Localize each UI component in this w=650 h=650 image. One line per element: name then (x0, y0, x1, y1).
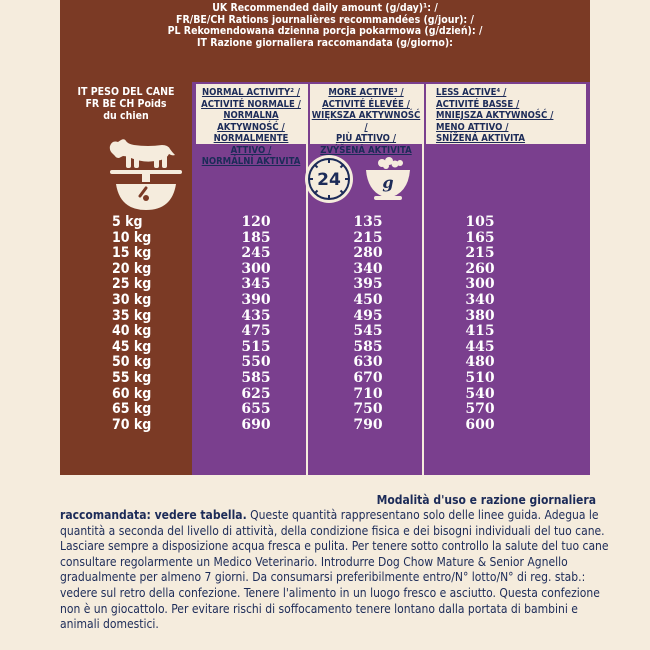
weight-cell: 20 kg (112, 260, 152, 277)
amount-cell-less: 340 (465, 292, 495, 308)
weight-cell: 15 kg (112, 245, 152, 262)
activity-label: ACTIVITÉ NORMALE / (201, 98, 301, 110)
weight-title-line: IT PESO DEL CANE (77, 86, 175, 98)
amount-cell-less: 165 (465, 229, 495, 246)
header-line-fr: FR/BE/CH Rations journalières recommandées (g/jour): / (176, 13, 474, 26)
amount-cell-normal: 185 (241, 229, 271, 246)
clock-24h-icon (299, 152, 359, 206)
activity-label: ACTIVITÉ ÉLEVÉE / (322, 98, 410, 110)
weight-cell: 70 kg (112, 416, 152, 433)
activity-label: NORMÁLNÍ AKTIVITA (201, 156, 301, 167)
weight-cell: 40 kg (112, 323, 152, 340)
amount-cell-normal: 515 (241, 338, 271, 355)
weight-cell: 35 kg (112, 307, 152, 324)
amount-cell-normal: 625 (241, 385, 271, 402)
weight-cell: 45 kg (112, 338, 152, 355)
amount-cell-less: 600 (465, 416, 495, 433)
amount-cell-more: 450 (353, 292, 383, 308)
amount-cell-less: 415 (465, 323, 495, 340)
amount-cell-more: 545 (353, 323, 383, 340)
amount-cell-more: 280 (353, 245, 383, 262)
weight-title-line: FR BE CH Poids (85, 98, 167, 110)
bowl-label: g (382, 173, 394, 192)
amount-cell-more: 495 (353, 307, 383, 324)
amount-cell-more: 630 (353, 354, 383, 371)
weight-cell: 5 kg (112, 214, 143, 230)
amount-cell-less: 480 (465, 354, 495, 371)
amount-cell-normal: 120 (241, 214, 271, 230)
amount-cell-normal: 550 (241, 354, 271, 371)
instructions-title: Modalità d'uso e razione giornaliera (376, 493, 596, 507)
amount-cell-more: 790 (353, 416, 383, 433)
instructions-paragraph (60, 508, 620, 633)
weight-cell: 65 kg (112, 401, 152, 418)
activity-head-normal (196, 84, 306, 167)
header-line-pl: PL Rekomendowana dzienna porcja pokarmowa (g/dzień): / (167, 25, 483, 37)
activity-label: MORE ACTIVE³ / (328, 87, 404, 98)
amount-cell-normal: 435 (241, 307, 271, 324)
amount-cell-less: 300 (465, 276, 495, 293)
activity-label: ZVÝŠENÁ AKTIVITA (320, 144, 412, 156)
weight-column-title (60, 86, 192, 122)
activity-label: MENO ATTIVO / (436, 121, 509, 133)
amount-cell-normal: 300 (241, 260, 271, 277)
instructions-body: Queste quantità rappresentano solo delle linee guida. Adegua le quantità a seconda del livello di attività, della condizione fisica e dei bisogni individuali del tuo cane. Lasciare sempre a disposizione acqua fresca e pulita. Per tenere sotto controllo la salute del tuo cane consultare regolarmente un Medico Veterinario. Introdurre Dog Chow Mature & Senior Agnello gradualmente per almeno 7 giorni. Da consumarsi preferibilmente entro/N° lotto/N° di reg. stab.: vedere sul retro della confezione. Tenere l'alimento in un luogo fresco e asciutto. Questa confezione non è un giocattolo. Per evitare rischi di soffocamento tenere lontano dalla portata di bambini e animali domestici. (60, 508, 609, 632)
amount-cell-more: 395 (353, 276, 383, 293)
activity-label: MNIEJSZA AKTYWNOŚĆ / (436, 110, 554, 121)
amount-cell-more: 710 (353, 385, 383, 402)
amount-cell-normal: 390 (241, 292, 271, 308)
amount-cell-normal: 690 (241, 416, 271, 433)
weight-cell: 50 kg (112, 354, 152, 371)
activity-label: NORMAL ACTIVITY² / (201, 87, 301, 98)
dog-on-scale-icon (96, 128, 192, 214)
weight-cell: 55 kg (112, 370, 152, 386)
weight-cell: 60 kg (112, 385, 152, 402)
food-bowl-icon (360, 152, 416, 206)
amount-cell-normal: 245 (241, 245, 271, 262)
amount-cell-normal: 475 (241, 323, 271, 340)
activity-label: NORMALMENTE ATTIVO / (213, 133, 289, 156)
activity-label: WIĘKSZA AKTYWNOŚĆ / (311, 110, 421, 133)
weight-cell: 30 kg (112, 292, 152, 308)
table-header (60, 0, 590, 82)
activity-label: PIÙ ATTIVO / (335, 133, 397, 144)
amount-cell-less: 510 (465, 370, 495, 386)
amount-cell-less: 380 (465, 307, 495, 324)
amount-cell-more: 215 (353, 229, 383, 246)
header-line-it: IT Razione giornaliera raccomandata (g/giorno): (197, 36, 453, 49)
amount-cell-more: 585 (353, 338, 383, 355)
header-line-uk: UK Recommended daily amount (g/day)¹: / (212, 2, 438, 14)
amount-cell-less: 540 (465, 385, 495, 402)
weight-cell: 25 kg (112, 276, 152, 293)
activity-head-more (310, 84, 422, 156)
amount-cell-more: 340 (353, 260, 383, 277)
amount-cell-normal: 585 (241, 370, 271, 386)
activity-label: SNÍŽENÁ AKTIVITA (436, 133, 526, 144)
amount-cell-more: 750 (353, 401, 383, 418)
weight-cell: 10 kg (112, 229, 152, 246)
instructions-lead: raccomandata: vedere tabella. (60, 508, 247, 522)
activity-label: ACTIVITÉ BASSE / (436, 98, 520, 110)
amount-cell-more: 135 (353, 214, 383, 230)
amount-cell-less: 445 (465, 338, 495, 355)
amount-cell-less: 105 (465, 214, 495, 230)
weight-title-line: du chien (103, 110, 149, 122)
amount-cell-less: 570 (465, 401, 495, 418)
amount-cell-normal: 345 (241, 276, 271, 293)
amount-cell-more: 670 (353, 370, 383, 386)
clock-label: 24 (317, 170, 341, 190)
amount-cell-less: 215 (465, 245, 495, 262)
activity-head-less (426, 84, 586, 144)
activity-label: NORMALNA AKTYWNOŚĆ / (217, 110, 285, 133)
amount-cell-normal: 655 (241, 401, 271, 418)
activity-label: LESS ACTIVE⁴ / (436, 87, 507, 98)
amount-cell-less: 260 (465, 260, 495, 277)
